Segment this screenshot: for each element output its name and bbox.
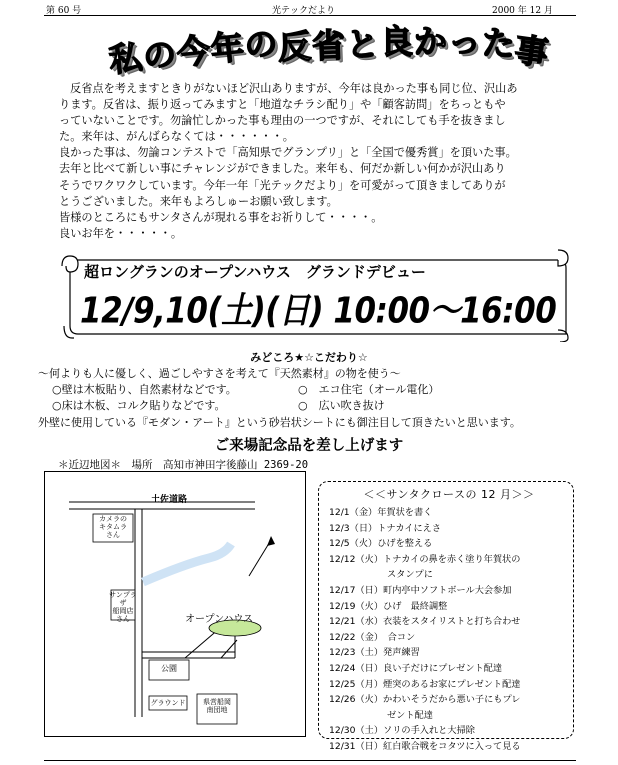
- santa-schedule-title: ＜＜サンタクロースの 12 月＞＞: [363, 488, 535, 501]
- intro-line: 良いお年を・・・・・。: [59, 226, 183, 240]
- highlights-heading: みどころ★☆こだわり☆: [250, 351, 368, 364]
- schedule-item: 12/17（日）町内亭中ソフトボール大会参加: [329, 584, 512, 596]
- title-part: 私の今年の: [107, 23, 281, 80]
- landmark-line: 船岡店: [112, 607, 134, 615]
- park-label: 公園: [161, 664, 177, 673]
- schedule-item: 12/24（日）良い子だけにプレゼント配達: [329, 662, 503, 674]
- newsletter-name: 光テックだより: [272, 6, 336, 16]
- map-caption: ＊近辺地図＊ 場所 高知市神田字後藤山 2369-20: [58, 459, 309, 471]
- open-house-label: オープンハウス: [185, 614, 254, 625]
- schedule-item: 12/5（火）ひげを整える: [329, 538, 433, 550]
- event-datetime: 12/9,10(土)(日) 10:00～16:00: [80, 290, 557, 332]
- schedule-item: 12/12（火）トナカイの鼻を赤く塗り年賀状の: [329, 553, 521, 565]
- intro-line: ります。反省は、振り返ってみますと「地道なチラシ配り」や「顧客訪問」をちっともや: [59, 98, 506, 112]
- landmark-line: カメラの: [99, 515, 127, 523]
- newsletter-header: [44, 2, 576, 16]
- highlights-intro: ～何よりも人に優しく、過ごしやすさを考えて『天然素材』の物を使う～: [38, 367, 401, 380]
- schedule-item: 12/23（土）発声練習: [329, 647, 420, 659]
- highlight-item: ○壁は木板貼り、自然素材などです。: [52, 383, 237, 396]
- schedule-item: 12/25（月）煙突のあるお家にプレゼント配達: [329, 678, 521, 690]
- schedule-item: 12/31（日）紅白歌合戦をコタツに入って見る: [329, 740, 521, 752]
- landmark-line: キタムラ: [99, 523, 127, 531]
- title-part: 事: [512, 29, 552, 74]
- intro-paragraph: [59, 81, 581, 242]
- map-landmark: [93, 515, 133, 539]
- gift-notice: ご来場記念品を差し上げます: [214, 437, 404, 454]
- landmark-line: 県営船岡: [203, 698, 231, 706]
- landmark-line: さん: [106, 531, 120, 539]
- title-part: 反省と: [277, 24, 381, 67]
- map-landmark: [197, 698, 237, 714]
- landmark-line: さん: [116, 615, 130, 623]
- highlight-item: ○床は木板、コルク貼りなどです。: [52, 399, 226, 412]
- map-landmark: [109, 591, 137, 623]
- santa-schedule-box: [318, 481, 574, 752]
- schedule-item-continued: スタンプに: [387, 569, 433, 581]
- event-subtitle: 超ロングランのオープンハウス グランドデビュー: [84, 263, 426, 281]
- intro-line: 去年と比べて新しい事にチャレンジができました。来年も、何だか新しい何かが沢山あり: [59, 162, 506, 176]
- schedule-item: 12/26（火）かわいそうだから悪い子にもプレ: [329, 694, 521, 706]
- intro-line: 良かった事は、勿論コンテストで「高知県でグランプリ」と「全国で優秀賞」を頂いた事。: [59, 146, 517, 160]
- page-title: [107, 20, 552, 80]
- ground-label: グラウンド: [150, 699, 186, 707]
- intro-line: 皆様のところにもサンタさんが現れる事をお祈りして・・・・。: [59, 210, 383, 224]
- title-part: た: [480, 22, 518, 65]
- highlights-note: 外壁に使用している『モダン・アート』という砂岩状シートにも御注目して頂きたいと思います。: [38, 416, 521, 429]
- issue-date: 2000 年 12 月: [492, 6, 553, 16]
- road-label: 土佐道路: [151, 495, 188, 505]
- landmark-line: サンプラザ: [109, 591, 137, 607]
- highlight-item: ○ エコ住宅（オール電化）: [298, 383, 440, 396]
- schedule-item: 12/1（金）年賀状を書く: [329, 507, 433, 518]
- schedule-item: 12/3（日）トナカイにえさ: [329, 522, 442, 534]
- schedule-item-continued: ゼント配達: [387, 709, 433, 721]
- intro-line: そうでワクワクしています。今年一年「光テックだより」を可愛がって頂きましてありが: [59, 178, 506, 192]
- footer-rule: [44, 760, 576, 761]
- schedule-item: 12/22（金） 合コン: [329, 631, 416, 643]
- area-map: [44, 471, 306, 737]
- title-part: 良かっ: [380, 22, 482, 61]
- highlight-item: ○ 広い吹き抜け: [298, 399, 385, 412]
- intro-line: 反省点を考えますときりがないほど沢山ありますが、今年は良かった事も同じ位、沢山あ: [70, 82, 518, 95]
- intro-line: とうございました。来年もよろしゅーお願い致します。: [59, 194, 338, 208]
- landmark-line: 南団地: [206, 706, 228, 714]
- schedule-item: 12/21（水）衣装をスタイリストと打ち合わせ: [329, 616, 521, 628]
- intro-line: っていないことです。勿論忙しかった事も理由の一つですが、それにしても手を抜きまし: [59, 114, 506, 128]
- schedule-item: 12/30（土）ソリの手入れと大掃除: [329, 725, 475, 737]
- schedule-item: 12/19（火）ひげ 最終調整: [329, 600, 448, 612]
- intro-line: た。来年は、がんばらなくては・・・・・・。: [59, 130, 294, 144]
- issue-number: 第 60 号: [46, 6, 82, 16]
